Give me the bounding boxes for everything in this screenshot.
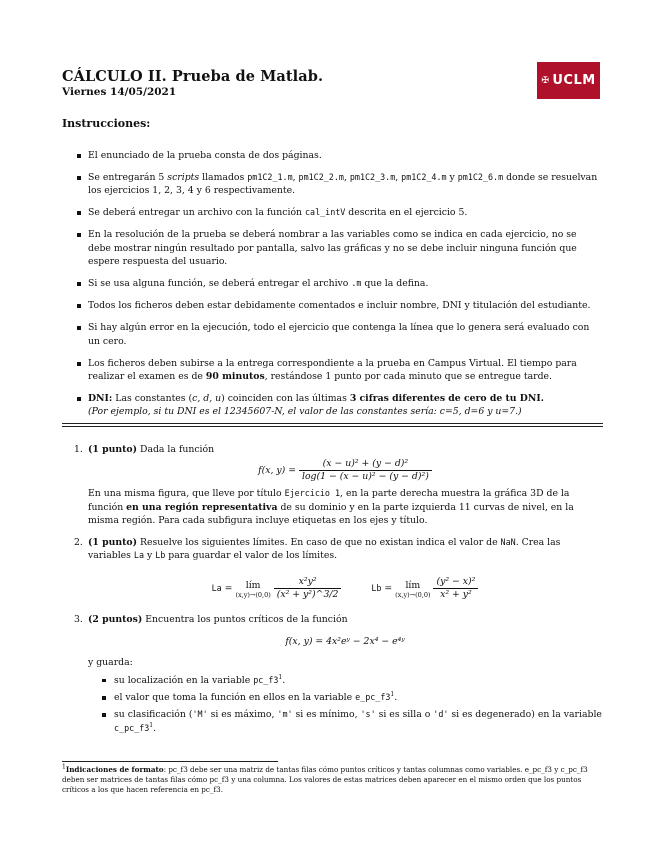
instructions-list (62, 149, 602, 427)
formula-f1: f(x, y) = $\frac{\text{(x − u)² + (y − d)²}}{\text{log(1 − (x − u)² − (y − d)²)}}$ (88, 458, 602, 483)
list-item: su clasificación ('M' si es máximo, 'm' si es mínimo, 's' si es silla o 'd' si es degenerado) en la variable $c\_pc\_f3^1$. (88, 708, 602, 735)
uclm-emblem-icon: ✠ (541, 75, 550, 86)
footnote-rule (62, 761, 278, 762)
divider (62, 426, 603, 427)
exercise-3-sublist (88, 674, 602, 736)
list-item: su localización en la variable $pc\_f3^1$. (88, 674, 602, 687)
exam-date: Viernes 14/05/2021 (62, 86, 177, 98)
footnote: $^1$Indicaciones de formato: pc_f3 debe ser una matriz de tantas filas cómo puntos críticos y tantas columnas como variables. e_pc_f3 y c_pc_f3 deben ser matrices de tantas filas cómo pc_f3 y una columna. Los valores de estas matrices deben aparecer en el mismo orden que los puntos críticos a los que hacen referencia en pc_f3. (62, 763, 588, 794)
list-item: Se entregarán 5 scripts llamados pm1C2_1.m, pm1C2_2.m, pm1C2_3.m, pm1C2_4.m y pm1C2_6.m donde se resuelvan los ejercicios 1, 2, 3, 4 y 6 respectivamente. (62, 171, 602, 198)
list-item: El enunciado de la prueba consta de dos páginas. (62, 149, 602, 162)
list-item: Los ficheros deben subirse a la entrega correspondiente a la prueba en Campus Virtual. El tiempo para realizar el examen es de 90 minutos, restándose 1 punto por cada minuto que se entregue tarde. (62, 357, 602, 384)
limits-formula: La = lím (x,y)→(0,0) $\frac{\text{x²y²}}{\text{(x² + y²)\textasciicircum{}3/2}}$ Lb = lím (x,y)→(0,0) $\frac{\text{(y² − x)²}}{\text{x² + y²}}$ (88, 576, 602, 601)
list-item: En la resolución de la prueba se deberá nombrar a las variables como se indica en cada ejercicio, no se debe mostrar ningún resultado por pantalla, salvo las gráficas y no se debe incluir ninguna función que espere respuesta del usuario. (62, 228, 602, 268)
exercise-3: 3. (2 puntos) Encuentra los puntos críticos de la función f(x, y) = 4x²eʸ − 2x⁴ − e⁴ʸ y guarda: su localización en la variable $pc\_f3^1$. el valor que toma la función en ellos en la variable $e\_pc\_f3^1$. su clasificación ('M' si es máximo, 'm' si es mínimo, 's' si es silla o 'd' si es degenerado) en la variable $c\_pc\_f3^1$. (74, 614, 602, 734)
list-item: el valor que toma la función en ellos en la variable $e\_pc\_f3^1$. (88, 691, 602, 704)
list-item: DNI: Las constantes (c, d, u) coinciden con las últimas 3 cifras diferentes de cero de tu DNI. (Por ejemplo, si tu DNI es el 12345607-N, el valor de las constantes sería: c=5, d=6 y u=7.) (62, 392, 602, 419)
page-title: CÁLCULO II. Prueba de Matlab. (62, 68, 324, 85)
exercise-list (62, 443, 602, 739)
list-item: Todos los ficheros deben estar debidamente comentados e incluir nombre, DNI y titulación del estudiante. (62, 299, 602, 312)
uclm-logo (537, 62, 600, 99)
logo-text: UCLM (552, 73, 596, 88)
divider (62, 423, 603, 424)
exercise-2: 2. (1 punto) Resuelve los siguientes límites. En caso de que no existan indica el valor de NaN. Crea las variables La y Lb para guardar el valor de los límites. La = lím (x,y)→(0,0) $\frac{\text{x²y²}}{\text{(x² + y²)\textasciicircum{}3/2}}$ Lb = lím (x,y)→(0,0) $\frac{\text{(y² − x)²}}{\text{x² + y²}}$ (62, 536, 602, 602)
instructions-heading: Instrucciones: (62, 117, 151, 130)
exercise-1: 1. (1 punto) Dada la función f(x, y) = $\frac{\text{(x − u)² + (y − d)²}}{\text{log(1 − (x − u)² − (y − d)²)}}$ En una misma figura, que lleve por título Ejercicio 1, en la parte derecha muestra la gráfica 3D de la función en una región representativa de su dominio y en la parte izquierda 11 curvas de nivel, en la misma región. Para cada subfigura incluye etiquetas en los ejes y título. (62, 443, 602, 528)
list-item: Si hay algún error en la ejecución, todo el ejercicio que contenga la línea que lo genera será evaluado con un cero. (62, 321, 602, 348)
list-item: Si se usa alguna función, se deberá entregar el archivo .m que la defina. (62, 277, 602, 290)
formula-f3: f(x, y) = 4x²eʸ − 2x⁴ − e⁴ʸ (285, 635, 405, 647)
list-item: Se deberá entregar un archivo con la función cal_intV descrita en el ejercicio 5. (62, 206, 602, 219)
